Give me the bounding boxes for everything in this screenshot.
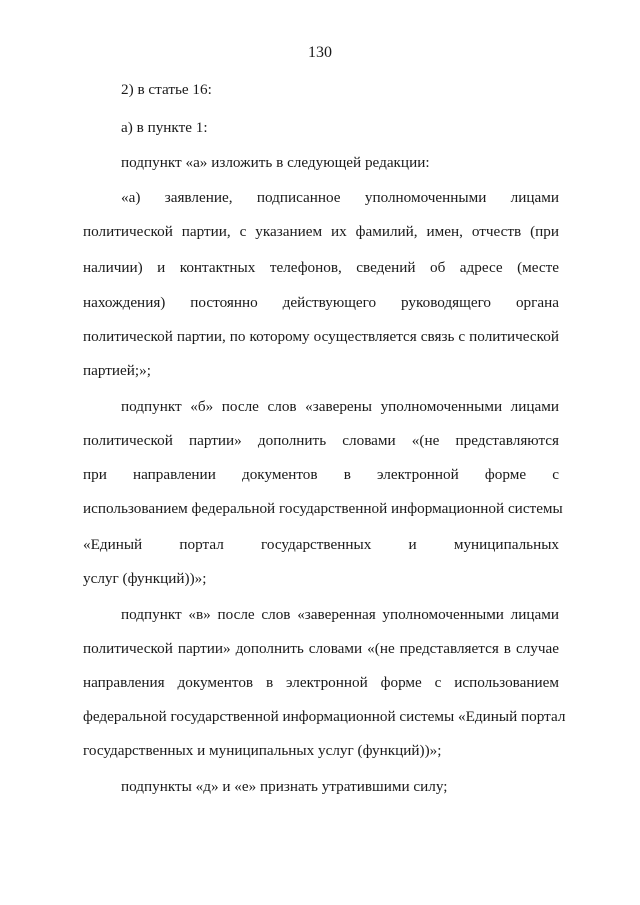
paragraph-a-line-1: «а) заявление, подписанное уполномоченными лицами (121, 189, 559, 206)
paragraph-a-line-3: наличии) и контактных телефонов, сведений об адресе (месте (83, 259, 559, 276)
paragraph-b-line-5: «Единый портал государственных и муниципальных (83, 536, 559, 553)
paragraph-a-line-6: партией;»; (83, 362, 151, 379)
paragraph-a-line-2: политической партии, с указанием их фамилий, имен, отчеств (при (83, 223, 559, 240)
paragraph-c-line-5: государственных и муниципальных услуг (функций))»; (83, 742, 442, 759)
paragraph-b-line-2: политической партии» дополнить словами «(не представляются (83, 432, 559, 449)
paragraph-b-line-1: подпункт «б» после слов «заверены уполномоченными лицами (121, 398, 559, 415)
line-item-1: а) в пункте 1: (121, 119, 208, 136)
paragraph-c-line-2: политической партии» дополнить словами «(не представляется в случае (83, 640, 559, 657)
line-subitem-a-intro: подпункт «а» изложить в следующей редакции: (121, 154, 430, 171)
line-article-16: 2) в статье 16: (121, 81, 212, 98)
paragraph-c-line-3: направления документов в электронной форме с использованием (83, 674, 559, 691)
line-subitems-d-e: подпункты «д» и «е» признать утратившими силу; (121, 778, 448, 795)
page-number: 130 (308, 44, 332, 61)
paragraph-b-line-4: использованием федеральной государственной информационной системы (83, 500, 563, 517)
paragraph-a-line-5: политической партии, по которому осуществляется связь с политической (83, 328, 559, 345)
paragraph-c-line-4: федеральной государственной информационной системы «Единый портал (83, 708, 566, 725)
paragraph-a-line-4: нахождения) постоянно действующего руководящего органа (83, 294, 559, 311)
paragraph-b-line-6: услуг (функций))»; (83, 570, 207, 587)
paragraph-b-line-3: при направлении документов в электронной форме с (83, 466, 559, 483)
paragraph-c-line-1: подпункт «в» после слов «заверенная уполномоченными лицами (121, 606, 559, 623)
